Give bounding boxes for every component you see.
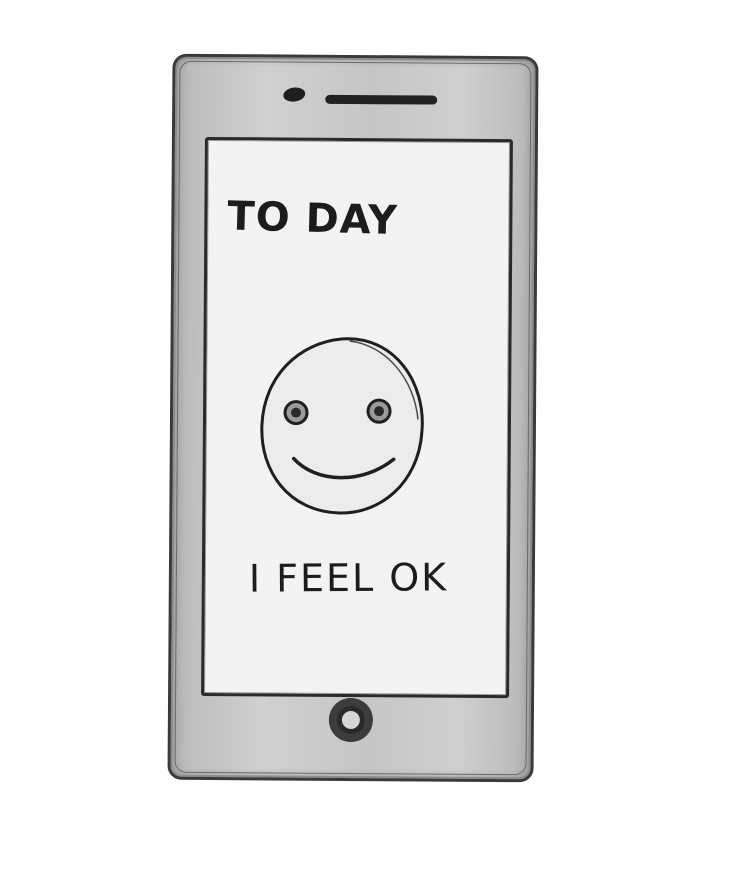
front-camera-icon: [282, 86, 306, 103]
page-title: TO DAY: [226, 193, 399, 245]
earpiece-speaker-icon: [325, 95, 437, 105]
smiley-face-icon: [253, 332, 429, 518]
phone-screen: [201, 137, 513, 698]
phone-frame: [167, 54, 538, 783]
home-button-icon[interactable]: [329, 698, 373, 742]
left-eye-pupil: [291, 408, 301, 418]
face-outline: [261, 338, 423, 513]
mood-status-text: I FEEL OK: [248, 555, 449, 601]
right-eye-pupil: [374, 406, 384, 416]
